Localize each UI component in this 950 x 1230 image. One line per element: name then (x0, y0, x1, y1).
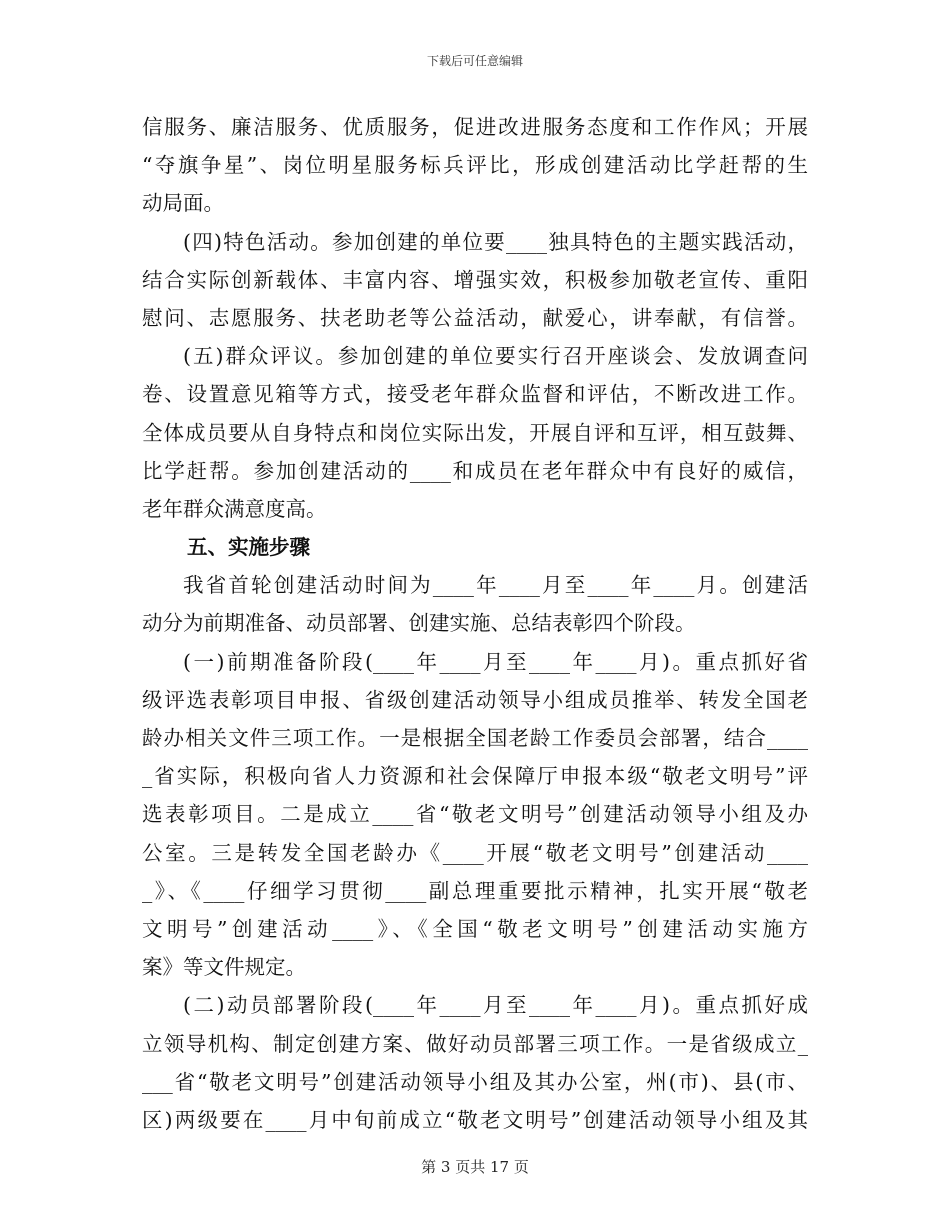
page-footer: 第 3 页共 17 页 (421, 1158, 529, 1176)
text-line: 慰问、志愿服务、扶老助老等公益活动，献爱心，讲奉献，有信誉。 (142, 305, 808, 330)
document-body (142, 108, 808, 1139)
text-line: 结合实际创新载体、丰富内容、增强实效，积极参加敬老宣传、重阳 (142, 267, 808, 292)
text-line: 比学赶帮。参加创建活动的____和成员在老年群众中有良好的威信， (142, 458, 808, 483)
text-line: 级评选表彰项目申报、省级创建活动领导小组成员推举、转发全国老 (142, 687, 808, 712)
text-line: 动分为前期准备、动员部署、创建实施、总结表彰四个阶段。 (142, 611, 696, 636)
text-line: _省实际，积极向省人力资源和社会保障厅申报本级“敬老文明号”评 (142, 764, 808, 789)
text-line: 我省首轮创建活动时间为____年____月至____年____月。创建活 (183, 573, 808, 598)
text-line: (四)特色活动。参加创建的单位要____独具特色的主题实践活动， (183, 229, 808, 254)
text-line: (二)动员部署阶段(____年____月至____年____月)。重点抓好成 (183, 993, 808, 1018)
text-line: 公室。三是转发全国老龄办《____开展“敬老文明号”创建活动____ (142, 840, 808, 865)
text-line: 卷、设置意见箱等方式，接受老年群众监督和评估，不断改进工作。 (142, 382, 808, 407)
text-line: 区)两级要在____月中旬前成立“敬老文明号”创建活动领导小组及其 (142, 1107, 808, 1132)
text-line: 选表彰项目。二是成立____省“敬老文明号”创建活动领导小组及办 (142, 802, 808, 827)
text-line: (五)群众评议。参加创建的单位要实行召开座谈会、发放调查问 (183, 344, 808, 369)
text-line: 龄办相关文件三项工作。一是根据全国老龄工作委员会部署，结合____ (142, 726, 808, 750)
section-heading: 五、实施步骤 (187, 535, 310, 560)
text-line: 文明号”创建活动____》、《全国“敬老文明号”创建活动实施方 (142, 916, 808, 941)
text-line: 老年群众满意度高。 (142, 496, 327, 521)
text-line: ___省“敬老文明号”创建活动领导小组及其办公室，州(市)、县(市、 (142, 1069, 808, 1094)
text-line: 动局面。 (142, 191, 224, 216)
text-line: 立领导机构、制定创建方案、做好动员部署三项工作。一是省级成立_ (142, 1031, 808, 1056)
text-line: 案》等文件规定。 (142, 955, 306, 980)
text-line: 信服务、廉洁服务、优质服务，促进改进服务态度和工作作风；开展 (142, 115, 808, 139)
text-line: “夺旗争星”、岗位明星服务标兵评比，形成创建活动比学赶帮的生 (142, 153, 808, 178)
text-line: 全体成员要从自身特点和岗位实际出发，开展自评和互评，相互鼓舞、 (142, 420, 808, 445)
page-header: 下载后可任意编辑 (426, 54, 523, 68)
text-line: (一)前期准备阶段(____年____月至____年____月)。重点抓好省 (183, 649, 808, 674)
text-line: _》、《____仔细学习贯彻____副总理重要批示精神，扎实开展“敬老 (142, 878, 808, 903)
